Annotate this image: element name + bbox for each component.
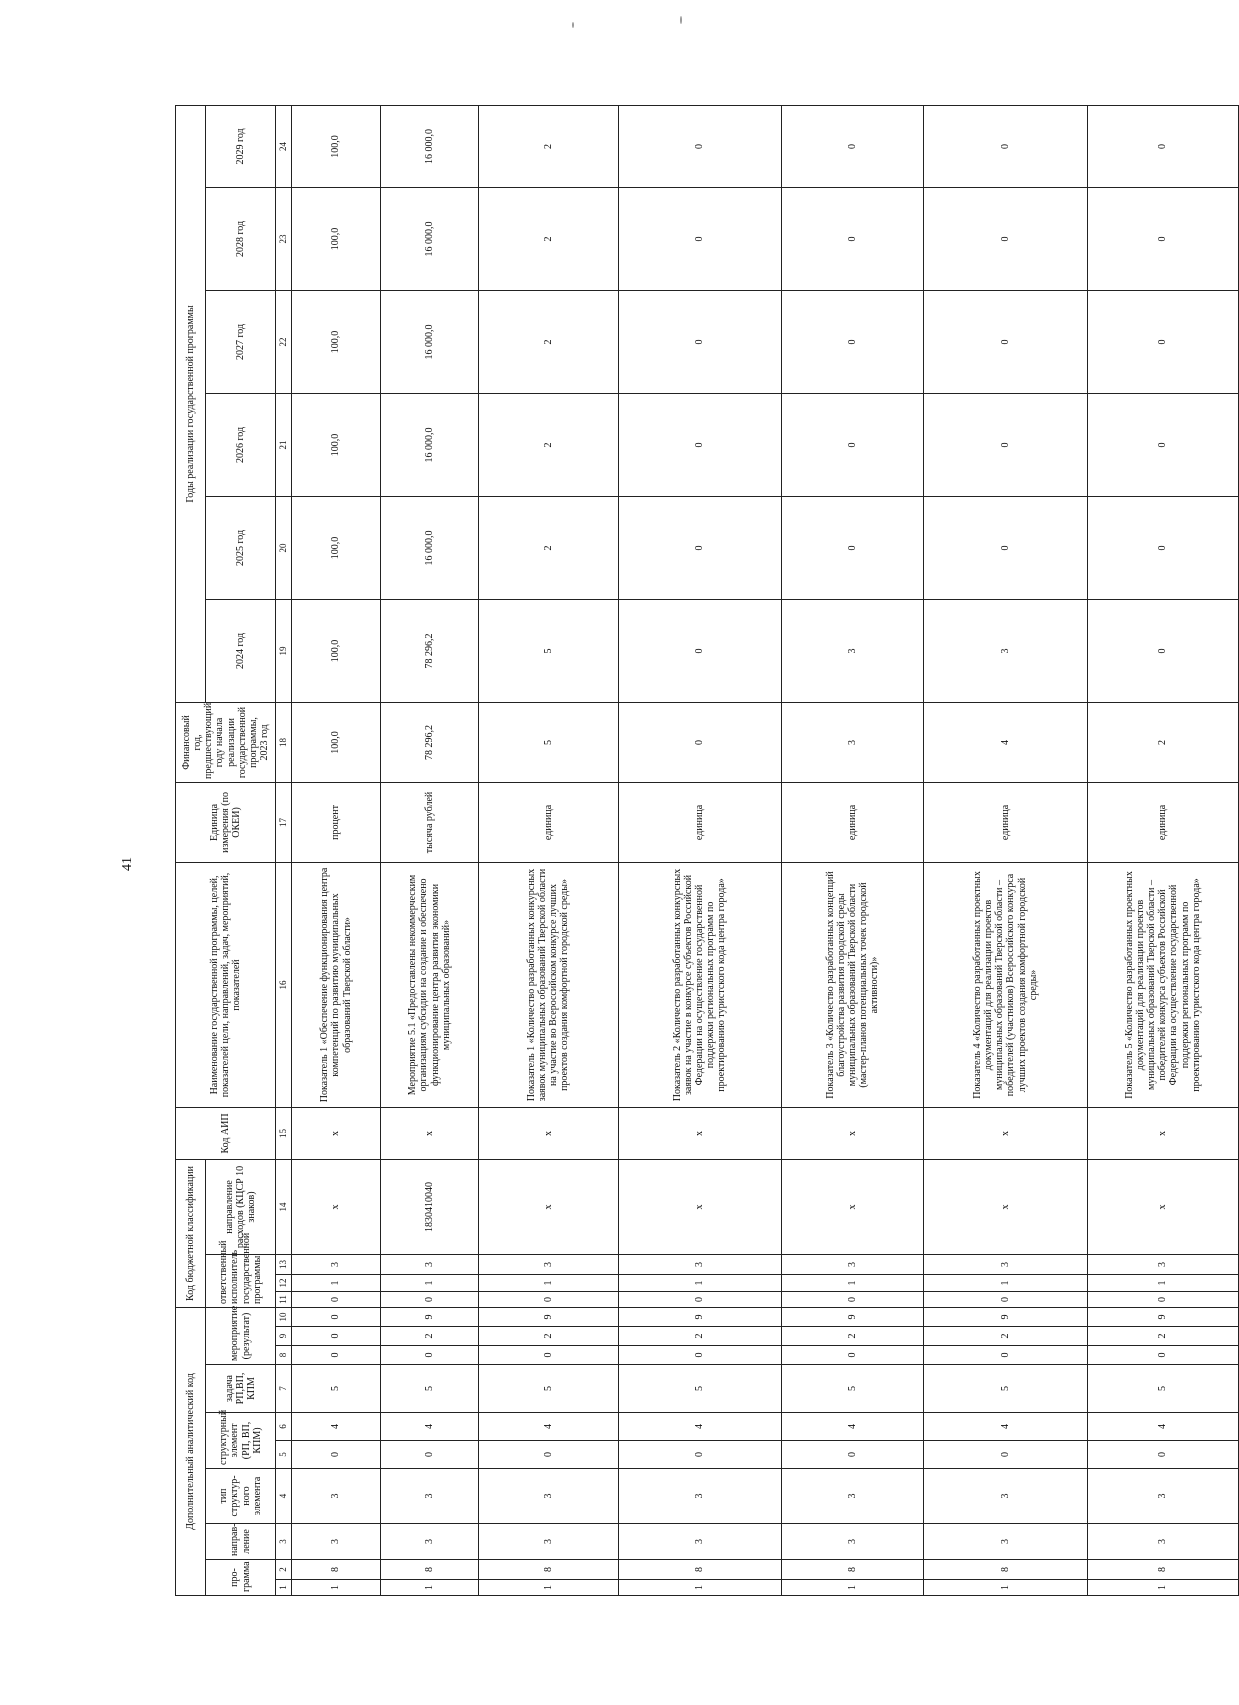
code-cell: 5: [924, 1365, 1087, 1413]
year-value-cell: 0: [1087, 290, 1238, 393]
code-cell: 0: [1087, 1441, 1238, 1469]
code-cell: 2: [618, 1327, 781, 1346]
code-cell: 0: [479, 1291, 619, 1307]
header-year-2026: 2026 год: [206, 393, 276, 496]
code-cell: 0: [781, 1346, 923, 1365]
year-value-cell: 0: [618, 105, 781, 187]
code-cell: 1: [1087, 1580, 1238, 1596]
header-additional-code: Дополнительный аналитический код: [176, 1307, 206, 1595]
year-value-cell: 0: [618, 187, 781, 290]
code-cell: 1: [618, 1580, 781, 1596]
indicator-name-cell: Мероприятие 5.1 «Предоставлены некоммерческим организациям субсидии на создание и обеспечено функционирование центра развития экономики муниципальных образований»: [381, 862, 479, 1107]
code-cell: 9: [1087, 1307, 1238, 1326]
unit-cell: тысяча рублей: [381, 782, 479, 862]
code-cell: 3: [924, 1254, 1087, 1274]
code-cell: 4: [479, 1413, 619, 1441]
aip-cell: х: [381, 1107, 479, 1159]
header-struct-elem: структурный элемент (РП, ВП, КПМ): [206, 1413, 276, 1469]
code-cell: 5: [781, 1365, 923, 1413]
year-value-cell: 0: [781, 290, 923, 393]
year-value-cell: 100,0: [292, 599, 381, 702]
header-aip-code: Код АИП: [176, 1107, 276, 1159]
year-value-cell: 5: [479, 599, 619, 702]
year-value-cell: 0: [1087, 393, 1238, 496]
col-index: 16: [276, 862, 292, 1107]
indicator-name-cell: Показатель 3 «Количество разработанных концепций благоустройства развития городской среды муниципальных образований Тверской области (мастер-планов потенциальных точек городской активности)»: [781, 862, 923, 1107]
code-cell: 8: [479, 1560, 619, 1580]
code-cell: 1: [292, 1580, 381, 1596]
code-cell: 3: [781, 1469, 923, 1524]
col-index: 12: [276, 1274, 292, 1291]
year-value-cell: 0: [781, 393, 923, 496]
page-number: 41: [120, 857, 135, 871]
code-cell: 3: [1087, 1524, 1238, 1560]
col-index: 15: [276, 1107, 292, 1159]
year-value-cell: 2: [479, 187, 619, 290]
code-cell: 1: [781, 1580, 923, 1596]
header-fin-year: Финансовый год, предшествующий году начала реализации государственной программы, 2023 год: [176, 702, 276, 782]
code-cell: 0: [781, 1441, 923, 1469]
code-cell: 0: [1087, 1346, 1238, 1365]
code-cell: 4: [1087, 1413, 1238, 1441]
code-cell: 5: [1087, 1365, 1238, 1413]
aip-cell: х: [1087, 1107, 1238, 1159]
code-cell: 0: [292, 1291, 381, 1307]
rotated-table-container: [175, 106, 1239, 1596]
year-value-cell: 3: [924, 599, 1087, 702]
code-cell: 3: [924, 1469, 1087, 1524]
code-cell: 3: [292, 1254, 381, 1274]
aip-cell: х: [618, 1107, 781, 1159]
code-cell: 0: [924, 1346, 1087, 1365]
header-year-2024: 2024 год: [206, 599, 276, 702]
year-value-cell: 0: [618, 599, 781, 702]
code-cell: 3: [618, 1254, 781, 1274]
code-cell: 1: [381, 1580, 479, 1596]
code-cell: 0: [381, 1441, 479, 1469]
kcsr-cell: х: [781, 1159, 923, 1254]
code-cell: 3: [292, 1524, 381, 1560]
header-name: Наименование государственной программы, целей, показателей цели, направлений, задач, мероприятий, показателей: [176, 862, 276, 1107]
year-value-cell: 0: [924, 105, 1087, 187]
col-index: 1: [276, 1580, 292, 1596]
year-value-cell: 100,0: [292, 393, 381, 496]
code-cell: 5: [479, 1365, 619, 1413]
year-value-cell: 100,0: [292, 496, 381, 599]
unit-cell: единица: [618, 782, 781, 862]
code-cell: 4: [781, 1413, 923, 1441]
code-cell: 1: [381, 1274, 479, 1291]
year-value-cell: 16 000,0: [381, 187, 479, 290]
scan-speck: [680, 16, 682, 24]
code-cell: 2: [479, 1327, 619, 1346]
col-index: 7: [276, 1365, 292, 1413]
code-cell: 3: [924, 1524, 1087, 1560]
table-row: [479, 105, 619, 1595]
unit-cell: единица: [1087, 782, 1238, 862]
col-index: 17: [276, 782, 292, 862]
table-row: [781, 105, 923, 1595]
year-value-cell: 0: [1087, 105, 1238, 187]
code-cell: 3: [479, 1524, 619, 1560]
col-index: 18: [276, 702, 292, 782]
code-cell: 9: [618, 1307, 781, 1326]
year-value-cell: 2: [479, 290, 619, 393]
code-cell: 1: [781, 1274, 923, 1291]
col-index: 14: [276, 1159, 292, 1254]
year-value-cell: 2: [479, 105, 619, 187]
code-cell: 0: [618, 1346, 781, 1365]
code-cell: 8: [292, 1560, 381, 1580]
code-cell: 3: [1087, 1469, 1238, 1524]
code-cell: 2: [924, 1327, 1087, 1346]
kcsr-cell: х: [924, 1159, 1087, 1254]
col-index: 3: [276, 1524, 292, 1560]
code-cell: 0: [924, 1291, 1087, 1307]
code-cell: 1: [479, 1580, 619, 1596]
code-cell: 3: [292, 1469, 381, 1524]
base-year-cell: 78 296,2: [381, 702, 479, 782]
code-cell: 3: [781, 1254, 923, 1274]
header-event: мероприятие (результат): [206, 1307, 276, 1364]
code-cell: 0: [924, 1441, 1087, 1469]
code-cell: 0: [292, 1441, 381, 1469]
header-years-group: Годы реализации государственной программы: [176, 105, 206, 702]
col-index: 21: [276, 393, 292, 496]
table-row: [292, 105, 381, 1595]
code-cell: 4: [381, 1413, 479, 1441]
year-value-cell: 0: [618, 496, 781, 599]
year-value-cell: 16 000,0: [381, 290, 479, 393]
code-cell: 0: [381, 1346, 479, 1365]
unit-cell: единица: [924, 782, 1087, 862]
header-program: про-грамма: [206, 1560, 276, 1596]
indicator-name-cell: Показатель 2 «Количество разработанных конкурсных заявок на участие в конкурсе субъектов Российской Федерации на осуществление государственной поддержки региональных программ по проектированию туристского кода центра города»: [618, 862, 781, 1107]
unit-cell: процент: [292, 782, 381, 862]
code-cell: 3: [479, 1254, 619, 1274]
year-value-cell: 100,0: [292, 105, 381, 187]
year-value-cell: 16 000,0: [381, 105, 479, 187]
indicator-name-cell: Показатель 1 «Количество разработанных конкурсных заявок муниципальных образований Тверской области на участие во Всероссийском конкурсе лучших проектов создания комфортной городской среды»: [479, 862, 619, 1107]
base-year-cell: 3: [781, 702, 923, 782]
table-row: [618, 105, 781, 1595]
year-value-cell: 78 296,2: [381, 599, 479, 702]
year-value-cell: 16 000,0: [381, 393, 479, 496]
year-value-cell: 0: [924, 290, 1087, 393]
code-cell: 2: [1087, 1327, 1238, 1346]
year-value-cell: 0: [781, 496, 923, 599]
year-value-cell: 0: [1087, 496, 1238, 599]
code-cell: 0: [381, 1291, 479, 1307]
code-cell: 8: [381, 1560, 479, 1580]
aip-cell: х: [479, 1107, 619, 1159]
header-year-2029: 2029 год: [206, 105, 276, 187]
kcsr-cell: х: [1087, 1159, 1238, 1254]
column-index-row: [276, 105, 292, 1595]
year-value-cell: 3: [781, 599, 923, 702]
base-year-cell: 5: [479, 702, 619, 782]
code-cell: 3: [781, 1524, 923, 1560]
kcsr-cell: х: [618, 1159, 781, 1254]
col-index: 22: [276, 290, 292, 393]
kcsr-cell: х: [479, 1159, 619, 1254]
indicator-name-cell: Показатель 1 «Обеспечение функционирования центра компетенций по развитию муниципальных образований Тверской области»: [292, 862, 381, 1107]
program-indicators-table: [175, 105, 1239, 1596]
code-cell: 3: [1087, 1254, 1238, 1274]
code-cell: 0: [292, 1327, 381, 1346]
code-cell: 3: [381, 1254, 479, 1274]
base-year-cell: 2: [1087, 702, 1238, 782]
code-cell: 1: [618, 1274, 781, 1291]
aip-cell: х: [924, 1107, 1087, 1159]
col-index: 20: [276, 496, 292, 599]
col-index: 23: [276, 187, 292, 290]
year-value-cell: 0: [781, 105, 923, 187]
header-year-2025: 2025 год: [206, 496, 276, 599]
year-value-cell: 0: [924, 496, 1087, 599]
code-cell: 9: [479, 1307, 619, 1326]
header-elem-type: тип структур-ного элемента: [206, 1469, 276, 1524]
code-cell: 4: [618, 1413, 781, 1441]
col-index: 13: [276, 1254, 292, 1274]
year-value-cell: 0: [1087, 187, 1238, 290]
base-year-cell: 100,0: [292, 702, 381, 782]
code-cell: 5: [292, 1365, 381, 1413]
kcsr-cell: 1830410040: [381, 1159, 479, 1254]
year-value-cell: 0: [924, 187, 1087, 290]
year-value-cell: 0: [1087, 599, 1238, 702]
header-year-2027: 2027 год: [206, 290, 276, 393]
code-cell: 0: [618, 1441, 781, 1469]
code-cell: 5: [618, 1365, 781, 1413]
base-year-cell: 0: [618, 702, 781, 782]
code-cell: 1: [1087, 1274, 1238, 1291]
code-cell: 0: [1087, 1291, 1238, 1307]
table-row: [924, 105, 1087, 1595]
code-cell: 0: [479, 1346, 619, 1365]
indicator-name-cell: Показатель 4 «Количество разработанных проектных документаций для реализации проектов муниципальных образований Тверской области – победителей (участников) Всероссийского конкурса лучших проектов создания комфортной городской среды»: [924, 862, 1087, 1107]
table-row: [381, 105, 479, 1595]
code-cell: 4: [924, 1413, 1087, 1441]
code-cell: 0: [618, 1291, 781, 1307]
kcsr-cell: х: [292, 1159, 381, 1254]
table-row: [1087, 105, 1238, 1595]
code-cell: 8: [618, 1560, 781, 1580]
code-cell: 1: [292, 1274, 381, 1291]
col-index: 5: [276, 1441, 292, 1469]
col-index: 4: [276, 1469, 292, 1524]
code-cell: 3: [618, 1524, 781, 1560]
code-cell: 9: [924, 1307, 1087, 1326]
code-cell: 1: [924, 1580, 1087, 1596]
code-cell: 1: [479, 1274, 619, 1291]
col-index: 8: [276, 1346, 292, 1365]
code-cell: 0: [292, 1307, 381, 1326]
code-cell: 1: [924, 1274, 1087, 1291]
code-cell: 3: [479, 1469, 619, 1524]
scan-speck: [572, 22, 574, 28]
code-cell: 0: [781, 1291, 923, 1307]
col-index: 2: [276, 1560, 292, 1580]
code-cell: 8: [1087, 1560, 1238, 1580]
year-value-cell: 0: [924, 393, 1087, 496]
unit-cell: единица: [479, 782, 619, 862]
header-expense: направление расходов (КЦСР 10 знаков): [206, 1159, 276, 1254]
header-budget-code: Код бюджетной классификации: [176, 1159, 206, 1307]
code-cell: 3: [618, 1469, 781, 1524]
year-value-cell: 0: [618, 290, 781, 393]
base-year-cell: 4: [924, 702, 1087, 782]
unit-cell: единица: [781, 782, 923, 862]
code-cell: 9: [381, 1307, 479, 1326]
code-cell: 2: [781, 1327, 923, 1346]
year-value-cell: 16 000,0: [381, 496, 479, 599]
year-value-cell: 2: [479, 496, 619, 599]
col-index: 11: [276, 1291, 292, 1307]
aip-cell: х: [292, 1107, 381, 1159]
aip-cell: х: [781, 1107, 923, 1159]
col-index: 24: [276, 105, 292, 187]
header-direction: направ-ление: [206, 1524, 276, 1560]
code-cell: 4: [292, 1413, 381, 1441]
code-cell: 9: [781, 1307, 923, 1326]
col-index: 10: [276, 1307, 292, 1326]
header-executor: ответственный исполнитель государственной программы: [206, 1254, 276, 1307]
code-cell: 3: [381, 1524, 479, 1560]
code-cell: 8: [924, 1560, 1087, 1580]
year-value-cell: 100,0: [292, 187, 381, 290]
year-value-cell: 0: [618, 393, 781, 496]
col-index: 6: [276, 1413, 292, 1441]
header-task: задача РП,ВП, КПМ: [206, 1365, 276, 1413]
year-value-cell: 100,0: [292, 290, 381, 393]
code-cell: 2: [381, 1327, 479, 1346]
year-value-cell: 2: [479, 393, 619, 496]
code-cell: 5: [381, 1365, 479, 1413]
year-value-cell: 0: [781, 187, 923, 290]
header-unit: Единица измерения (по ОКЕИ): [176, 782, 276, 862]
header-year-2028: 2028 год: [206, 187, 276, 290]
col-index: 9: [276, 1327, 292, 1346]
indicator-name-cell: Показатель 5 «Количество разработанных проектных документаций для реализации проектов муниципальных образований Тверской области – победителей конкурса субъектов Российской Федерации на осуществление государственной поддержки региональных программ по проектированию туристского кода центра города»: [1087, 862, 1238, 1107]
col-index: 19: [276, 599, 292, 702]
code-cell: 3: [381, 1469, 479, 1524]
table-body: [292, 105, 1239, 1595]
code-cell: 0: [292, 1346, 381, 1365]
code-cell: 0: [479, 1441, 619, 1469]
code-cell: 8: [781, 1560, 923, 1580]
